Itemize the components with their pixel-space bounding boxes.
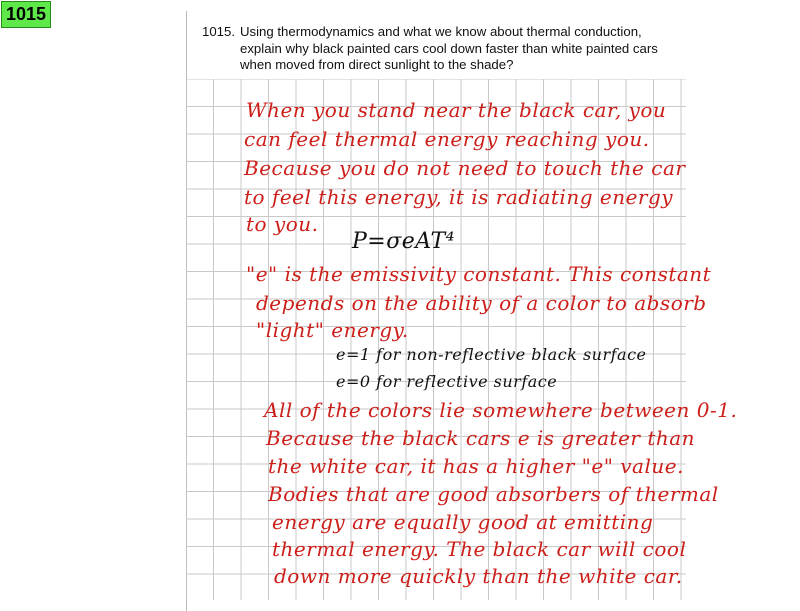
answer-line: All of the colors lie somewhere between 0-1.	[264, 398, 738, 422]
emissivity-value-line: e=0 for reflective surface	[336, 372, 558, 391]
problem-number-badge: 1015	[1, 1, 51, 28]
emissivity-value-line: e=1 for non-reflective black surface	[336, 345, 647, 364]
answer-line: to feel this energy, it is radiating energy	[244, 185, 674, 209]
answer-line: "e" is the emissivity constant. This constant	[246, 262, 712, 286]
answer-line: When you stand near the black car, you	[246, 98, 667, 122]
answer-line: the white car, it has a higher "e" value.	[268, 454, 684, 478]
stefan-boltzmann-formula: P=σeAT⁴	[352, 229, 455, 254]
answer-line: Bodies that are good absorbers of thermal	[268, 482, 719, 506]
question-text: Using thermodynamics and what we know about thermal conduction, explain why black painted cars cool down faster than white painted cars when moved from direct sunlight to the shade?	[240, 24, 658, 72]
answer-line: depends on the ability of a color to absorb	[256, 291, 707, 315]
answer-line: energy are equally good at emitting	[272, 510, 654, 534]
answer-line: down more quickly than the white car.	[274, 564, 683, 588]
question-number: 1015.	[202, 24, 236, 39]
answer-line: Because you do not need to touch the car	[244, 156, 686, 180]
answer-line: thermal energy. The black car will cool	[272, 537, 687, 561]
answer-line: can feel thermal energy reaching you.	[244, 127, 650, 151]
answer-line: Because the black cars e is greater than	[266, 426, 696, 450]
answer-line: "light" energy.	[256, 318, 409, 342]
answer-line: to you.	[246, 212, 319, 236]
